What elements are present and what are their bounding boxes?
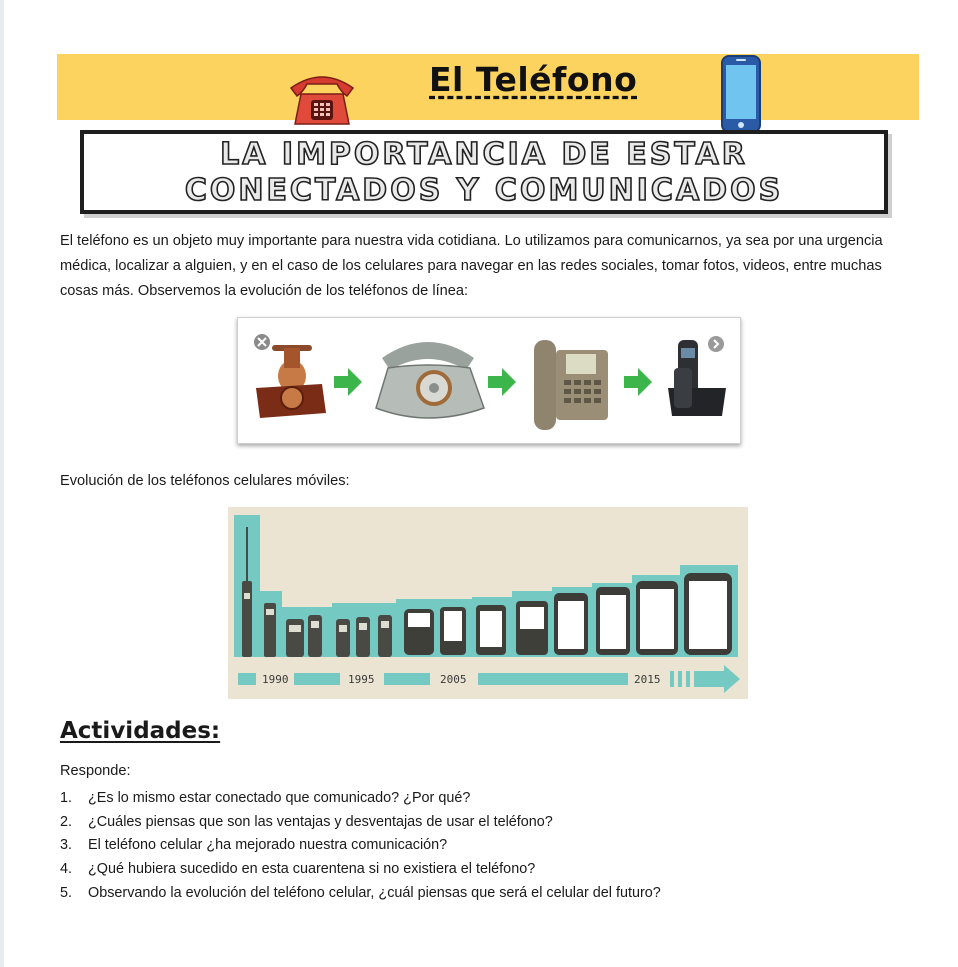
page-title: El Teléfono	[429, 60, 638, 99]
question-text: Observando la evolución del teléfono celular, ¿cuál piensas que será el celular del futuro?	[88, 884, 661, 901]
desk-phone-icon	[534, 340, 608, 430]
question-number: 4.	[60, 861, 73, 878]
timeline-year-1995: 1995	[348, 673, 375, 686]
page-edge	[0, 0, 4, 967]
cellular-evolution-graphic	[228, 507, 748, 699]
timeline-year-2015: 2015	[634, 673, 661, 686]
question-text: ¿Es lo mismo estar conectado que comunicado? ¿Por qué?	[88, 790, 471, 806]
timeline-year-1990: 1990	[262, 673, 289, 686]
intro-paragraph: El teléfono es un objeto muy importante para nuestra vida cotidiana. Lo utilizamos para comunicarnos, ya sea por una urgencia médica, localizar a alguien, y en el caso de los celulares para navegar en las redes sociales, tomar fotos, videos, entre muchas cosas más. Observemos la evolución de los teléfonos de línea:	[60, 233, 883, 299]
timeline-year-2005: 2005	[440, 673, 467, 686]
arrow-right-icon	[624, 368, 652, 396]
question-number: 5.	[60, 884, 73, 901]
question-item	[60, 882, 920, 906]
activities-prompt: Responde:	[60, 763, 131, 779]
mobile-phone-icon	[720, 54, 762, 134]
activities-heading: Actividades:	[60, 718, 221, 744]
arrow-right-icon	[334, 368, 362, 396]
question-text: ¿Qué hubiera sucedido en esta cuarentena si no existiera el teléfono?	[88, 861, 536, 878]
question-text: ¿Cuáles piensas que son las ventajas y desventajas de usar el teléfono?	[88, 813, 553, 830]
question-number: 3.	[60, 837, 73, 854]
question-number: 2.	[60, 813, 73, 830]
arrow-right-icon	[488, 368, 516, 396]
subtitle-line-1: LA IMPORTANCIA DE ESTAR	[220, 137, 748, 172]
question-item	[60, 787, 920, 811]
title-banner	[57, 54, 919, 120]
question-text: El teléfono celular ¿ha mejorado nuestra comunicación?	[88, 837, 448, 854]
rotary-phone-icon	[376, 342, 484, 418]
question-item	[60, 858, 920, 882]
telephone-icon	[287, 68, 357, 126]
question-item	[60, 811, 920, 835]
subtitle-line-2: CONECTADOS Y COMUNICADOS	[184, 173, 784, 208]
question-number: 1.	[60, 790, 73, 806]
subtitle-box	[80, 130, 888, 214]
cordless-phone-icon	[668, 336, 726, 416]
cellular-evolution-image	[228, 507, 748, 699]
question-item	[60, 834, 920, 858]
landline-evolution-image	[237, 317, 741, 444]
cellular-evolution-label: Evolución de los teléfonos celulares móviles:	[60, 473, 350, 489]
antique-phone-icon	[254, 334, 326, 418]
questions-list	[60, 787, 920, 906]
